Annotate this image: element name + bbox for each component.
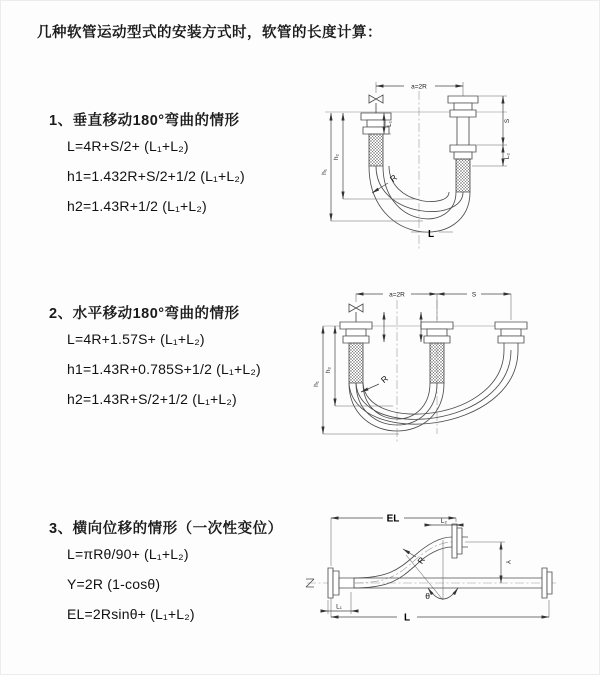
formula-1-l: L=4R+S/2+ (L₁+L₂) [67,138,189,154]
right-flange [542,568,552,598]
formula-1-h2: h2=1.43R+1/2 (L₁+L₂) [67,198,207,214]
right-flange-upper [448,96,478,117]
dim-label-a2r: a=2R [411,83,427,91]
radius-label: R [415,554,428,566]
dim-label-l2: L₂ [440,518,448,525]
left-flange [328,568,339,598]
dim-label-s: S [471,291,477,299]
radius-label: R [387,172,399,184]
middle-flange [421,322,453,343]
dim-label-l: L [403,612,411,624]
right-flange-lower [450,145,476,159]
dim-label-h1: h₁ [321,169,328,175]
formula-2-h1: h1=1.43R+0.785S+1/2 (L₁+L₂) [67,361,261,377]
hose-braid-left [349,343,363,383]
dim-label-el: EL [386,513,400,525]
formula-2-l: L=4R+1.57S+ (L₁+L₂) [67,331,205,347]
hose-braid-right [456,159,470,192]
section-1-heading: 1、垂直移动180°弯曲的情形 [49,113,240,129]
diagram-horizontal-180-bend [309,284,539,449]
hose-braid-left [369,134,383,166]
displaced-end-flange [452,524,468,558]
dim-label-l1: L₁ [336,603,342,611]
page-title: 几种软管运动型式的安装方式时，软管的长度计算： [37,25,382,41]
section-3-heading: 3、横向位移的情形（一次性变位） [49,521,283,537]
formula-1-h1: h1=1.432R+S/2+1/2 (L₁+L₂) [67,168,245,184]
formula-3-el: EL=2Rsinθ+ (L₁+L₂) [67,606,195,622]
formula-3-l: L=πRθ/90+ (L₁+L₂) [67,546,189,562]
formula-2-h2: h2=1.43R+S/2+1/2 (L₁+L₂) [67,391,237,407]
diagram-vertical-180-bend [311,69,521,254]
left-pipe [339,578,354,588]
dim-label-a2r: a=2R [389,291,405,299]
right-flange [495,322,527,343]
radius-label: R [378,373,390,385]
valve-icon [349,304,363,322]
dim-label-l2: L₂ [504,152,511,160]
dim-label-h2: h₂ [333,153,340,161]
dim-label-y: Y [504,559,511,565]
length-label: L [427,229,435,240]
hose-braid-middle [430,343,444,383]
formula-3-y: Y=2R (1-cosθ) [67,576,161,592]
left-flange [340,322,372,343]
dim-label-h2: h₂ [325,366,332,374]
dim-label-s: S [504,118,511,124]
angle-label: θ [425,591,430,601]
valve-icon [369,95,383,113]
dim-label-l1: L₁ [386,121,393,127]
dim-label-h1: h₁ [313,381,320,387]
diagram-lateral-displacement [299,504,564,639]
hose-displaced-position [354,537,452,588]
section-2-heading: 2、水平移动180°弯曲的情形 [49,306,240,322]
